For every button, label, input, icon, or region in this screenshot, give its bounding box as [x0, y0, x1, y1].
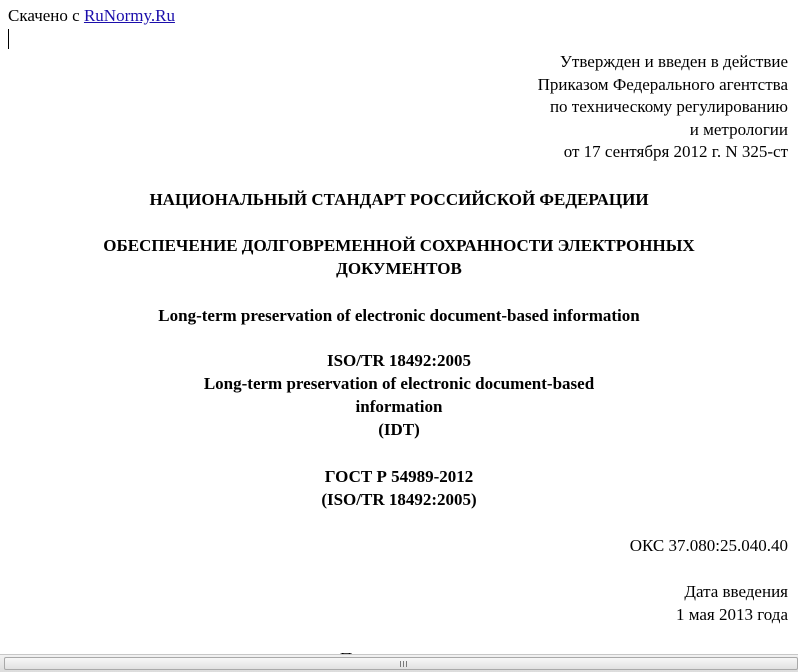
- national-standard-text: НАЦИОНАЛЬНЫЙ СТАНДАРТ РОССИЙСКОЙ ФЕДЕРАЦИИ: [149, 190, 649, 209]
- title-ru-line: ОБЕСПЕЧЕНИЕ ДОЛГОВРЕМЕННОЙ СОХРАННОСТИ ЭЛЕКТРОННЫХ: [103, 236, 695, 255]
- title-en: [0, 304, 798, 327]
- intro-date-value: 1 мая 2013 года: [675, 605, 788, 624]
- iso-line: (IDT): [378, 420, 420, 439]
- gost-block: [0, 465, 798, 511]
- scrollbar-thumb[interactable]: [4, 657, 798, 670]
- gost-line: ГОСТ Р 54989-2012: [324, 467, 474, 486]
- source-link[interactable]: RuNormy.Ru: [83, 6, 175, 25]
- national-standard-heading: [0, 188, 798, 211]
- approval-line: по техническому регулированию: [549, 97, 788, 116]
- approval-block: [388, 51, 788, 164]
- source-prefix: Скачено с: [8, 6, 80, 25]
- title-en-text: Long-term preservation of electronic document-based information: [158, 306, 640, 325]
- intro-date-label: Дата введения: [684, 582, 788, 601]
- iso-block: [0, 349, 798, 441]
- iso-line: information: [355, 397, 443, 416]
- approval-line: Утвержден и введен в действие: [559, 52, 788, 71]
- approval-line: Приказом Федерального агентства: [537, 74, 788, 94]
- horizontal-scrollbar[interactable]: [0, 654, 798, 672]
- approval-line: и метрологии: [689, 119, 788, 139]
- approval-line: от 17 сентября 2012 г. N 325-ст: [563, 142, 788, 161]
- source-line: [8, 5, 175, 26]
- title-ru: [0, 234, 798, 280]
- iso-line: Long-term preservation of electronic document-based: [203, 374, 595, 393]
- title-ru-line: ДОКУМЕНТОВ: [336, 259, 462, 278]
- gost-line: (ISO/TR 18492:2005): [321, 490, 477, 509]
- text-cursor: [8, 29, 9, 49]
- iso-line: ISO/TR 18492:2005: [326, 351, 472, 370]
- oks-code: ОКС 37.080:25.040.40: [629, 536, 788, 555]
- scrollbar-grip-icon: [400, 661, 409, 667]
